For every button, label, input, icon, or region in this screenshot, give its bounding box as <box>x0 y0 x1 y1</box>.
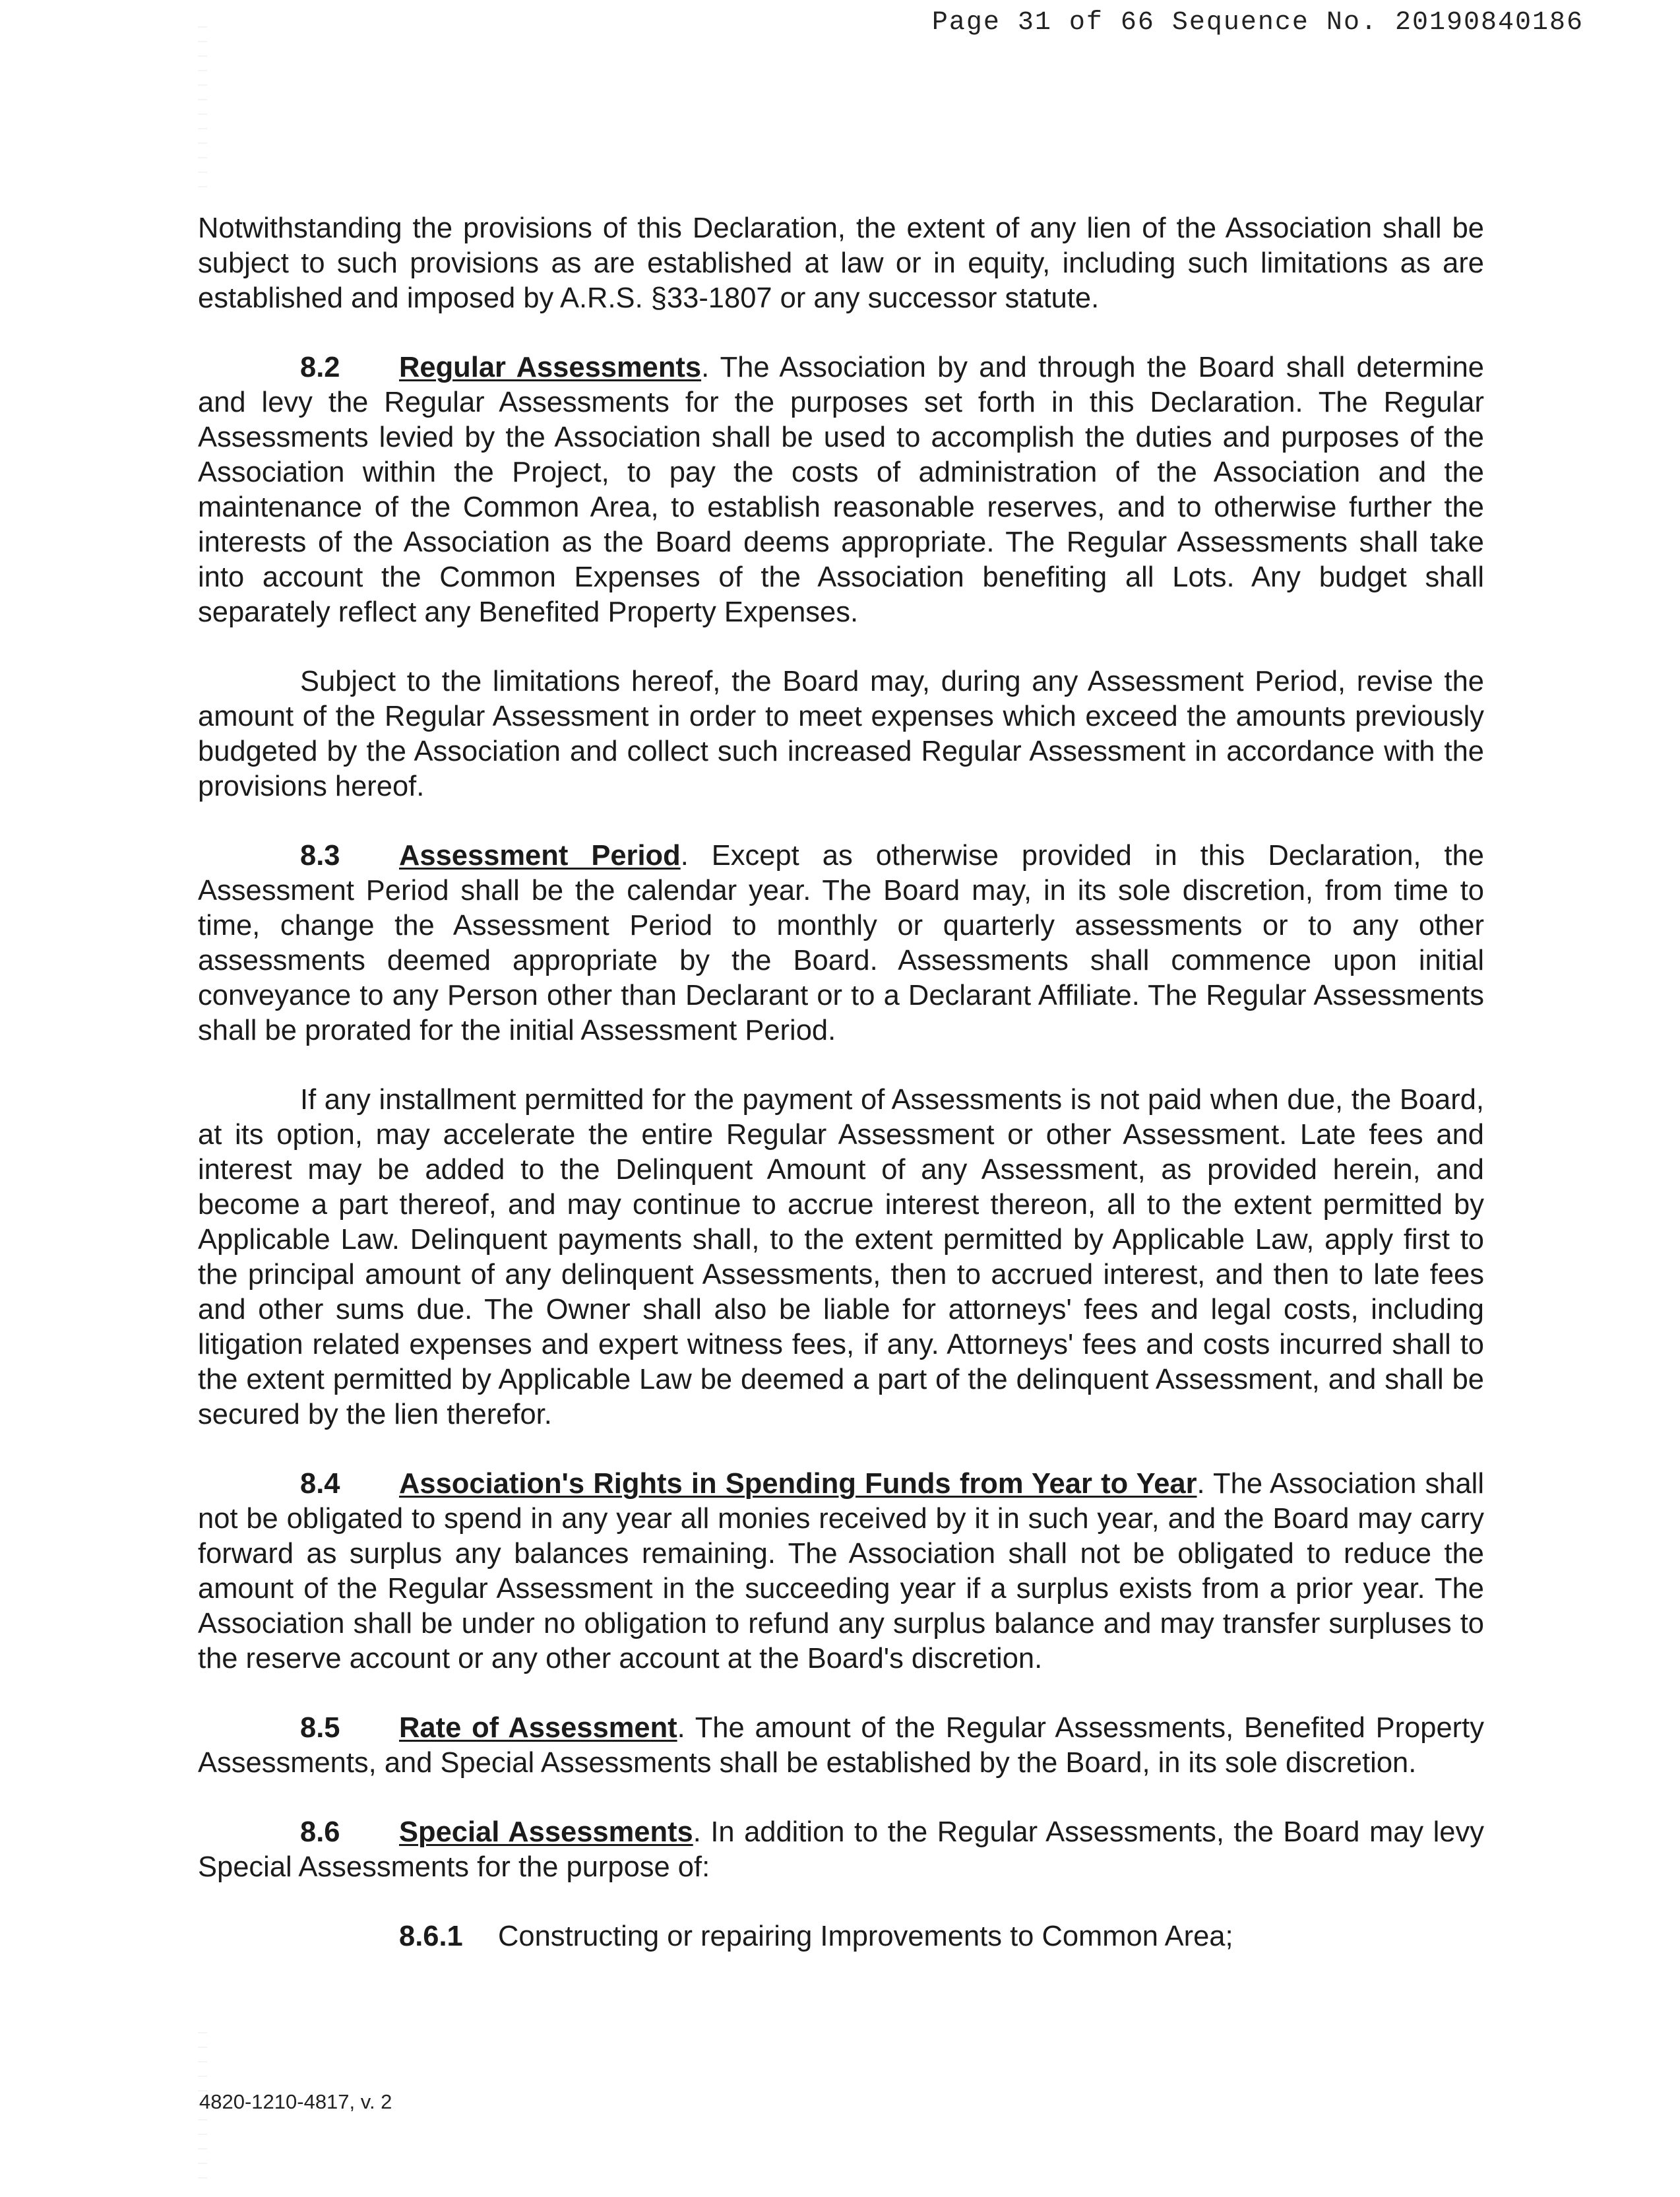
section-8-5 <box>198 1711 1484 1781</box>
subsection-number: 8.6.1 <box>399 1921 463 1952</box>
section-8-2 <box>198 350 1484 630</box>
section-8-3 <box>198 839 1484 1048</box>
subsection-text: Constructing or repairing Improvements to Common Area; <box>498 1921 1233 1952</box>
section-text: . In addition to the Regular Assessments, the Board may levy Special Assessments for the purpose of: <box>198 1816 1484 1883</box>
late-payment-paragraph: If any installment permitted for the payment of Assessments is not paid when due, the Board, at its option, may accelerate the entire Regular Assessment or other Assessment. Late fees and interest may be added to the Delinquent Amount of any Assessment, as provided herein, and become a part thereof, and may continue to accrue interest thereon, all to the extent permitted by Applicable Law. Delinquent payments shall, to the extent permitted by Applicable Law, apply first to the principal amount of any delinquent Assessments, then to accrued interest, and then to late fees and other sums due. The Owner shall also be liable for attorneys' fees and legal costs, including litigation related expenses and expert witness fees, if any. Attorneys' fees and costs incurred shall to the extent permitted by Applicable Law be deemed a part of the delinquent Assessment, and shall be secured by the lien therefor. <box>198 1084 1484 1430</box>
section-title: Rate of Assessment <box>399 1712 677 1744</box>
section-8-6-1 <box>198 1919 1484 1954</box>
section-8-6 <box>198 1815 1484 1885</box>
section-title: Assessment Period <box>399 840 681 872</box>
section-number: 8.5 <box>300 1712 340 1744</box>
revise-assessment-paragraph: Subject to the limitations hereof, the Board may, during any Assessment Period, revise the amount of the Regular Assessment in order to meet expenses which exceed the amounts previously budgeted by the Association and collect such increased Regular Assessment in accordance with the provisions hereof. <box>198 666 1484 802</box>
lien-limitation-paragraph: Notwithstanding the provisions of this Declaration, the extent of any lien of the Association shall be subject to such provisions as are established at law or in equity, including such limitations as are established and imposed by A.R.S. §33-1807 or any successor statute. <box>198 212 1484 314</box>
section-8-4 <box>198 1467 1484 1676</box>
section-number: 8.4 <box>300 1468 340 1500</box>
document-body <box>198 211 1484 1954</box>
section-text: . The Association shall not be obligated to spend in any year all monies received by it in such year, and the Board may carry forward as surplus any balances remaining. The Association shall not be obligated to reduce the amount of the Regular Assessment in the succeeding year if a surplus exists from a prior year. The Association shall be under no obligation to refund any surplus balance and may transfer surpluses to the reserve account or any other account at the Board's discretion. <box>198 1468 1484 1674</box>
section-number: 8.2 <box>300 352 340 383</box>
page-sequence-header: Page 31 of 66 Sequence No. 20190840186 <box>931 8 1584 38</box>
scan-margin-artifact <box>198 26 207 198</box>
section-number: 8.6 <box>300 1816 340 1848</box>
section-number: 8.3 <box>300 840 340 872</box>
section-text: . The amount of the Regular Assessments, Benefited Property Assessments, and Special Assessments shall be established by the Board, in its sole discretion. <box>198 1712 1484 1779</box>
section-title: Regular Assessments <box>399 352 702 383</box>
document-id-footer: 4820-1210-4817, v. 2 <box>199 2090 392 2113</box>
section-text: . The Association by and through the Board shall determine and levy the Regular Assessments for the purposes set forth in this Declaration. The Regular Assessments levied by the Association shall be used to accomplish the duties and purposes of the Association within the Project, to pay the costs of administration of the Association and the maintenance of the Common Area, to establish reasonable reserves, and to otherwise further the interests of the Association as the Board deems appropriate. The Regular Assessments shall take into account the Common Expenses of the Association benefiting all Lots. Any budget shall separately reflect any Benefited Property Expenses. <box>198 352 1484 628</box>
section-text: . Except as otherwise provided in this Declaration, the Assessment Period shall be the calendar year. The Board may, in its sole discretion, from time to time, change the Assessment Period to monthly or quarterly assessments or to any other assessments deemed appropriate by the Board. Assessments shall commence upon initial conveyance to any Person other than Declarant or to a Declarant Affiliate. The Regular Assessments shall be prorated for the initial Assessment Period. <box>198 840 1484 1046</box>
section-title: Special Assessments <box>399 1816 693 1848</box>
section-title: Association's Rights in Spending Funds from Year to Year <box>399 1468 1197 1500</box>
